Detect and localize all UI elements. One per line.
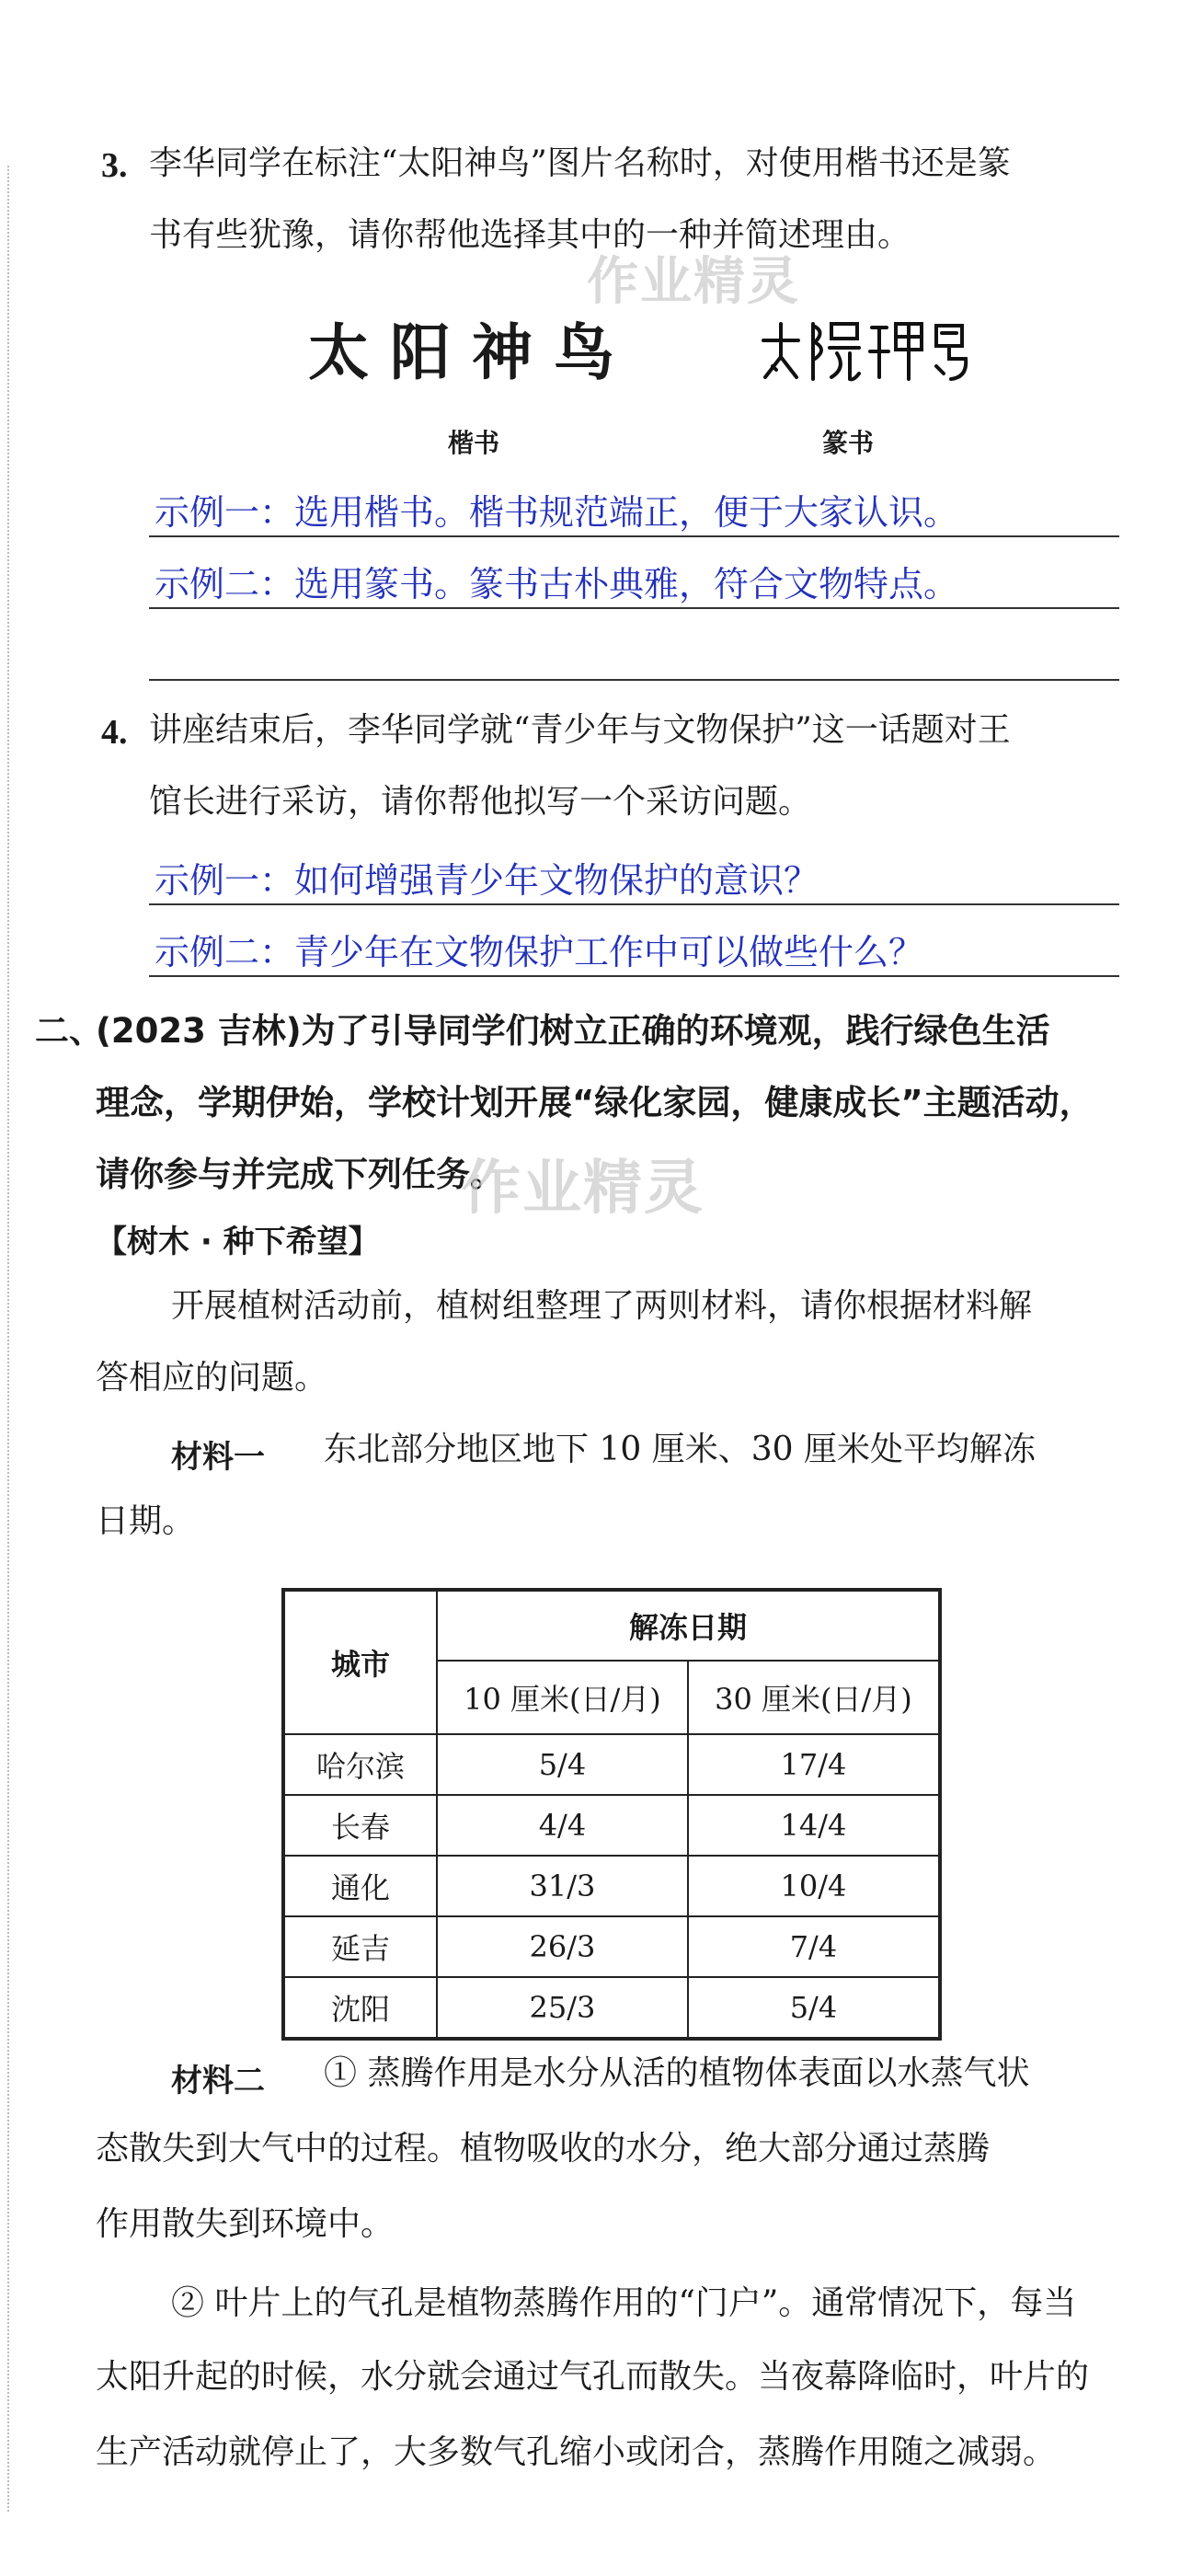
q4-answer1: 示例一：如何增强青少年文物保护的意识？	[155, 860, 819, 901]
material2-p2-line2: 太阳升起的时候，水分就会通过气孔而散失。当夜幕降临时，叶片的	[96, 2358, 1090, 2396]
answer-line	[149, 607, 1119, 609]
q4-answer2: 示例二：青少年在文物保护工作中可以做些什么？	[155, 932, 924, 972]
intro-line1: 开展植树活动前，植树组整理了两则材料，请你根据材料解	[171, 1287, 1033, 1325]
zhuanshu-seal-script-image	[754, 313, 975, 386]
thaw-30cm-cell: 14/4	[688, 1795, 940, 1856]
city-cell: 长春	[283, 1795, 437, 1856]
material2-p2-line3: 生产活动就停止了，大多数气孔缩小或闭合，蒸腾作用随之减弱。	[96, 2433, 1057, 2471]
q4-line1: 讲座结束后，李华同学就“青少年与文物保护”这一话题对王	[149, 711, 1011, 749]
header-10cm: 10 厘米(日/月)	[437, 1661, 688, 1734]
material1-line2: 日期。	[96, 1502, 196, 1540]
table-row	[283, 1856, 940, 1916]
thaw-30cm-cell: 17/4	[688, 1734, 940, 1795]
table-row	[283, 1977, 940, 2039]
thaw-10cm-cell: 5/4	[437, 1734, 688, 1795]
section2-line3: 请你参与并完成下列任务。	[96, 1155, 504, 1194]
answer-line	[149, 535, 1119, 537]
thaw-30cm-cell: 5/4	[688, 1977, 940, 2039]
header-thaw-date: 解冻日期	[437, 1590, 940, 1661]
table-row	[283, 1916, 940, 1977]
thaw-10cm-cell: 26/3	[437, 1916, 688, 1977]
section2-heading-number: 二、	[35, 1011, 103, 1051]
table-row	[283, 1795, 940, 1856]
intro-line2: 答相应的问题。	[96, 1359, 328, 1397]
q4-number: 4.	[101, 713, 128, 752]
q3-answer2: 示例二：选用篆书。篆书古朴典雅，符合文物特点。	[155, 564, 959, 604]
kaishu-label: 楷书	[448, 428, 500, 458]
answer-line	[149, 975, 1119, 977]
thaw-30cm-cell: 7/4	[688, 1916, 940, 1977]
answer-line	[149, 679, 1119, 681]
thaw-10cm-cell: 4/4	[437, 1795, 688, 1856]
kaishu-sample: 太 阳 神 鸟	[308, 317, 614, 388]
watermark: 作业精灵	[462, 1155, 705, 1223]
margin-dotted-line	[7, 166, 9, 2512]
material1-label: 材料一	[171, 1439, 265, 1476]
zhuanshu-label: 篆书	[822, 428, 875, 458]
thaw-date-table	[281, 1588, 942, 2041]
answer-line	[149, 903, 1119, 905]
q3-answer1: 示例一：选用楷书。楷书规范端正，便于大家认识。	[155, 492, 959, 533]
thaw-10cm-cell: 25/3	[437, 1977, 688, 2039]
subsection-title: 【树木 · 种下希望】	[96, 1224, 380, 1260]
q3-number: 3.	[101, 146, 128, 185]
header-30cm: 30 厘米(日/月)	[688, 1661, 940, 1734]
q3-line2: 书有些犹豫，请你帮他选择其中的一种并简述理由。	[149, 216, 911, 254]
city-cell: 通化	[283, 1856, 437, 1916]
material1-line1: 东北部分地区地下 10 厘米、30 厘米处平均解冻	[324, 1431, 1036, 1468]
material2-p1-line1: ① 蒸腾作用是水分从活的植物体表面以水蒸气状	[324, 2054, 1030, 2092]
city-cell: 哈尔滨	[283, 1734, 437, 1795]
header-city: 城市	[283, 1590, 437, 1734]
section2-line1: (2023 吉林)为了引导同学们树立正确的环境观，践行绿色生活	[96, 1011, 1050, 1051]
city-cell: 沈阳	[283, 1977, 437, 2039]
q3-line1: 李华同学在标注“太阳神鸟”图片名称时，对使用楷书还是篆	[149, 144, 1011, 182]
material2-p2-line1: ② 叶片上的气孔是植物蒸腾作用的“门户”。通常情况下，每当	[171, 2284, 1077, 2322]
section2-line2: 理念，学期伊始，学校计划开展“绿化家园，健康成长”主题活动，	[96, 1083, 1094, 1122]
material2-label: 材料二	[171, 2063, 265, 2099]
thaw-10cm-cell: 31/3	[437, 1856, 688, 1916]
table-row	[283, 1734, 940, 1795]
thaw-30cm-cell: 10/4	[688, 1856, 940, 1916]
watermark: 作业精灵	[587, 252, 800, 312]
material2-p1-line2: 态散失到大气中的过程。植物吸收的水分，绝大部分通过蒸腾	[96, 2130, 991, 2168]
material2-p1-line3: 作用散失到环境中。	[96, 2205, 395, 2243]
q4-line2: 馆长进行采访，请你帮他拟写一个采访问题。	[149, 783, 812, 821]
city-cell: 延吉	[283, 1916, 437, 1977]
